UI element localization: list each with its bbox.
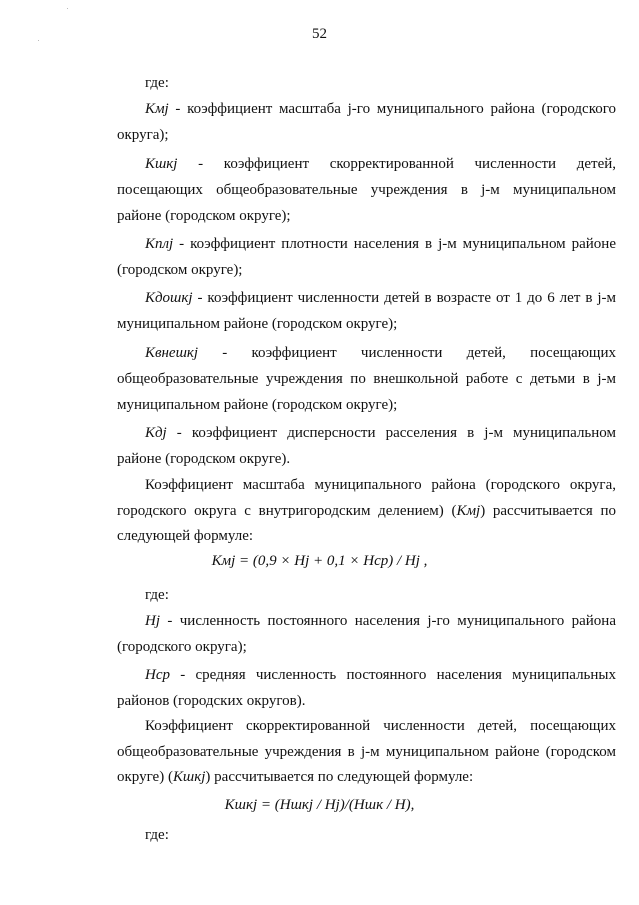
definition-nj — [117, 609, 616, 660]
definition-kshkj-line1 — [117, 152, 616, 178]
gde-label: где: — [145, 827, 169, 843]
definition-text: - коэффициент скорректированной численности детей, — [198, 156, 617, 172]
symbol-kmj: Кмj — [145, 101, 169, 117]
definition-text: - средняя численность постоянного населения муниципальных районов (городских округов). — [117, 667, 616, 709]
definition-kvneshkj-line1 — [117, 341, 616, 367]
definition-kvneshkj-rest: общеобразовательные учреждения по внешкольной работе с детьми в j-м муниципальном районе (городском округе); — [117, 371, 616, 413]
scan-speck — [67, 8, 68, 9]
page-number: 52 — [312, 26, 327, 42]
paragraph-text: ) рассчитывается по следующей формуле: — [117, 502, 616, 545]
definition-text: - коэффициент дисперсности расселения в j-м муниципальном районе (городском округе). — [117, 425, 616, 467]
paragraph-kshkj-formula-intro — [117, 714, 616, 791]
paragraph-text: Коэффициент скорректированной численности детей, посещающих общеобразовательные учреждения в j-м муниципальном районе (городском округе) ( — [117, 718, 616, 786]
paragraph-text: ) рассчитывается по следующей формуле: — [205, 769, 474, 786]
definition-text: - коэффициент численности детей в возрасте от 1 до 6 лет в j-м муниципальном районе (городском округе); — [117, 290, 616, 332]
definition-ncp — [117, 663, 616, 714]
definition-text: - коэффициент численности детей, посещающих — [222, 345, 616, 361]
symbol-nj: Нj — [145, 613, 160, 629]
symbol-kdoshkj: Кдошкj — [145, 290, 193, 306]
symbol-kvneshkj: Квнешкj — [145, 345, 199, 361]
definition-kmj — [117, 97, 616, 148]
symbol-ncp: Нср — [145, 667, 170, 683]
definition-kdoshkj — [117, 286, 616, 337]
definition-kdj — [117, 421, 616, 472]
gde-label: где: — [145, 587, 169, 603]
symbol-kdj: Кдj — [145, 425, 167, 441]
symbol-kshkj: Кшкj — [145, 156, 178, 172]
symbol-kmj-inline: Кмj — [456, 502, 481, 519]
gde-label: где: — [145, 75, 169, 91]
definition-kshkj-rest: посещающих общеобразовательные учреждения в j-м муниципальном районе (городском округе); — [117, 182, 616, 224]
symbol-kshkj-inline: Кшкj — [172, 769, 206, 786]
definition-text: - численность постоянного населения j-го муниципального района (городского округа); — [117, 613, 616, 655]
definition-text: - коэффициент плотности населения в j-м муниципальном районе (городском округе); — [117, 236, 616, 278]
formula-kshkj: Кшкj = (Ншкj / Нj)/(Ншк / Н), — [224, 797, 415, 813]
definition-kplj — [117, 232, 616, 283]
paragraph-text: Коэффициент масштаба муниципального района (городского округа, городского округа с внутригородским делением) ( — [117, 477, 616, 519]
definition-text: - коэффициент масштаба j-го муниципального района (городского округа); — [117, 101, 616, 143]
symbol-kplj: Кплj — [145, 236, 174, 252]
formula-kmj: Кмj = (0,9 × Нj + 0,1 × Нср) / Нj , — [211, 553, 428, 569]
paragraph-kmj-formula-intro — [117, 473, 616, 550]
